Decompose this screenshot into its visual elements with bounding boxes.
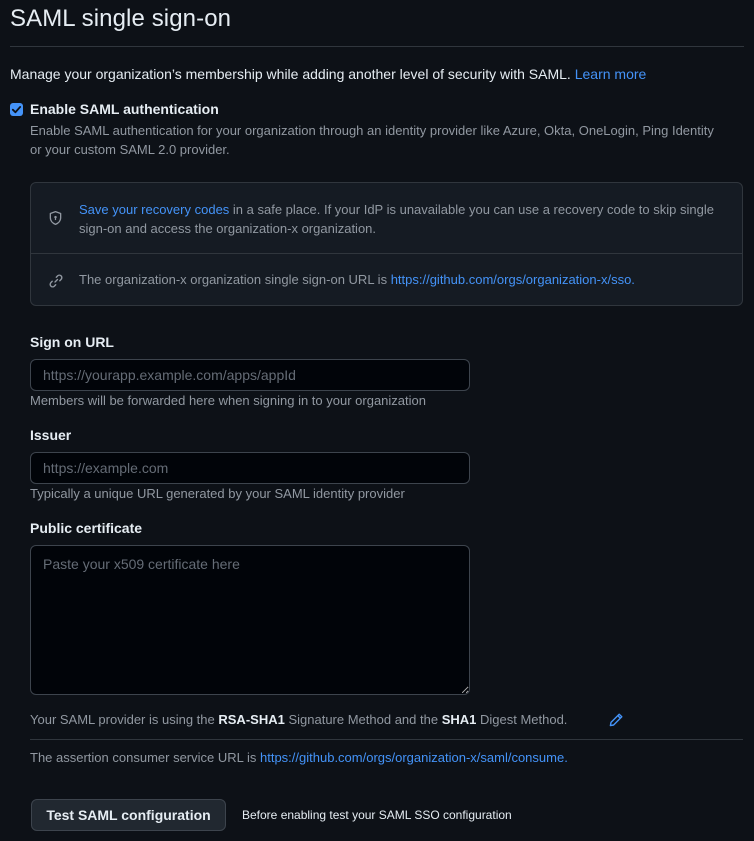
sso-url-link[interactable]: https://github.com/orgs/organization-x/sso. xyxy=(390,272,635,287)
shield-lock-icon xyxy=(48,210,63,229)
signature-method-value: RSA-SHA1 xyxy=(218,712,285,727)
pencil-icon[interactable] xyxy=(608,712,624,731)
sign-on-url-label: Sign on URL xyxy=(30,334,114,350)
enable-saml-description: Enable SAML authentication for your organization through an identity provider like Azure, Okta, OneLogin, Ping Identity or your custom SAML 2.0 provider. xyxy=(30,123,714,157)
recovery-notice-text xyxy=(79,200,719,238)
digest-method-value: SHA1 xyxy=(441,712,477,727)
checkmark-icon xyxy=(11,104,22,115)
acs-url-link[interactable]: https://github.com/orgs/organization-x/saml/consume. xyxy=(260,750,568,765)
intro-text xyxy=(10,66,646,82)
sso-url-text xyxy=(79,270,719,289)
learn-more-link[interactable]: Learn more xyxy=(574,66,647,82)
recovery-codes-link[interactable]: Save your recovery codes xyxy=(79,202,230,217)
test-saml-configuration-button[interactable]: Test SAML configuration xyxy=(31,799,226,831)
page-title: SAML single sign-on xyxy=(10,5,232,32)
public-certificate-label: Public certificate xyxy=(30,520,143,536)
sign-on-url-hint: Members will be forwarded here when signing in to your organization xyxy=(30,393,426,408)
intro-description: Manage your organization’s membership while adding another level of security with SAML. xyxy=(10,66,571,82)
recovery-notice-body: in a safe place. If your IdP is unavailable you can use a recovery code to skip single sign-on and access the organization-x organization. xyxy=(79,202,714,236)
public-certificate-textarea[interactable] xyxy=(30,545,470,695)
link-icon xyxy=(48,273,64,292)
recovery-notice xyxy=(31,183,742,253)
acs-url-prefix: The assertion consumer service URL is xyxy=(30,750,260,765)
issuer-label: Issuer xyxy=(30,427,72,443)
sign-on-url-input[interactable] xyxy=(30,359,470,391)
method-prefix: Your SAML provider is using the xyxy=(30,712,219,727)
enable-saml-checkbox[interactable] xyxy=(10,103,23,116)
issuer-input[interactable] xyxy=(30,452,470,484)
enable-saml-label[interactable]: Enable SAML authentication xyxy=(30,101,219,117)
signature-method-line xyxy=(30,712,567,727)
acs-url-line xyxy=(30,750,568,765)
test-configuration-note: Before enabling test your SAML SSO configuration xyxy=(242,808,512,822)
method-middle: Signature Method and the xyxy=(284,712,442,727)
methods-divider xyxy=(30,739,743,740)
sso-url-notice xyxy=(31,254,742,306)
notice-box xyxy=(30,182,743,306)
title-divider xyxy=(10,46,744,47)
method-suffix: Digest Method. xyxy=(476,712,568,727)
sso-url-prefix: The organization-x organization single sign-on URL is xyxy=(79,272,391,287)
issuer-hint: Typically a unique URL generated by your SAML identity provider xyxy=(30,486,405,501)
